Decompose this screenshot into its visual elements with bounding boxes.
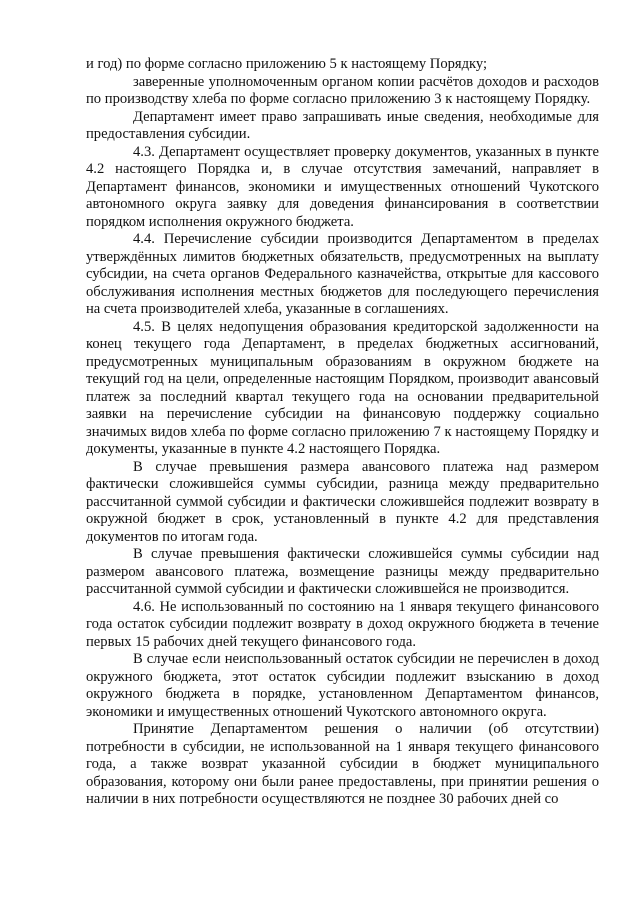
document-page [86,56,599,809]
paragraph-actual-excess: В случае превышения фактически сложившейся суммы субсидии над размером авансового платежа, возмещение разницы между предварительно рассчитанной суммой субсидии и фактически сложившейся не производится. [86,546,599,597]
paragraph-4-4: 4.4. Перечисление субсидии производится Департаментом в пределах утверждённых лимитов бюджетных обязательств, предусмотренных на выплату субсидии, на счета органов Федерального казначейства, открытые для кассового обслуживания исполнения местных бюджетов для последующего перечисления на счета производителей хлеба, указанные в соглашениях. [86,231,599,317]
paragraph-unreturned-balance: В случае если неиспользованный остаток субсидии не перечислен в доход окружного бюджета, этот остаток субсидии подлежит взысканию в доход окружного бюджета в порядке, установленном Департаментом финансов, экономики и имущественных отношений Чукотского автономного округа. [86,651,599,720]
paragraph-advance-excess: В случае превышения размера авансового платежа над размером фактически сложившейся суммы субсидии, разница между предварительно рассчитанной суммой субсидии и фактически сложившейся подлежит возврату в окружной бюджет в срок, установленный в пункте 4.2 для представления документов по итогам года. [86,458,599,545]
paragraph-continuation: и год) по форме согласно приложению 5 к настоящему Порядку; [86,56,488,72]
paragraph-department-request-right: Департамент имеет право запрашивать иные сведения, необходимые для предоставления субсидии. [86,108,599,142]
paragraph-decision-need: Принятие Департаментом решения о наличии (об отсутствии) потребности в субсидии, не использованной на 1 января текущего финансового года, а также возврат указанной субсидии в бюджет муниципального образования, которому они были ранее предоставлены, при принятии решения о наличии в них потребности осуществляются не позднее 30 рабочих дней со [86,721,599,807]
paragraph-4-3: 4.3. Департамент осуществляет проверку документов, указанных в пункте 4.2 настоящего Порядка и, в случае отсутствия замечаний, направляет в Департамент финансов, экономики и имущественных отношений Чукотского автономного округа заявку для доведения финансирования в соответствии порядком исполнения окружного бюджета. [86,143,599,230]
paragraph-4-6: 4.6. Не использованный по состоянию на 1 января текущего финансового года остаток субсидии подлежит возврату в доход окружного бюджета в течение первых 15 рабочих дней текущего финансового года. [86,598,599,650]
paragraph-certified-copies: заверенные уполномоченным органом копии расчётов доходов и расходов по производству хлеба по форме согласно приложению 3 к настоящему Порядку. [86,73,599,107]
paragraph-4-5: 4.5. В целях недопущения образования кредиторской задолженности на конец текущего года Департамент, в пределах бюджетных ассигнований, предусмотренных муниципальным образованиям в окружном бюджете на текущий год на цели, определенные настоящим Порядком, производит авансовый платеж за последний квартал текущего года на основании предварительной заявки на перечисление субсидии на финансовую поддержку социально значимых видов хлеба по форме согласно приложению 7 к настоящему Порядку и документы, указанные в пункте 4.2 настоящего Порядка. [86,318,599,457]
